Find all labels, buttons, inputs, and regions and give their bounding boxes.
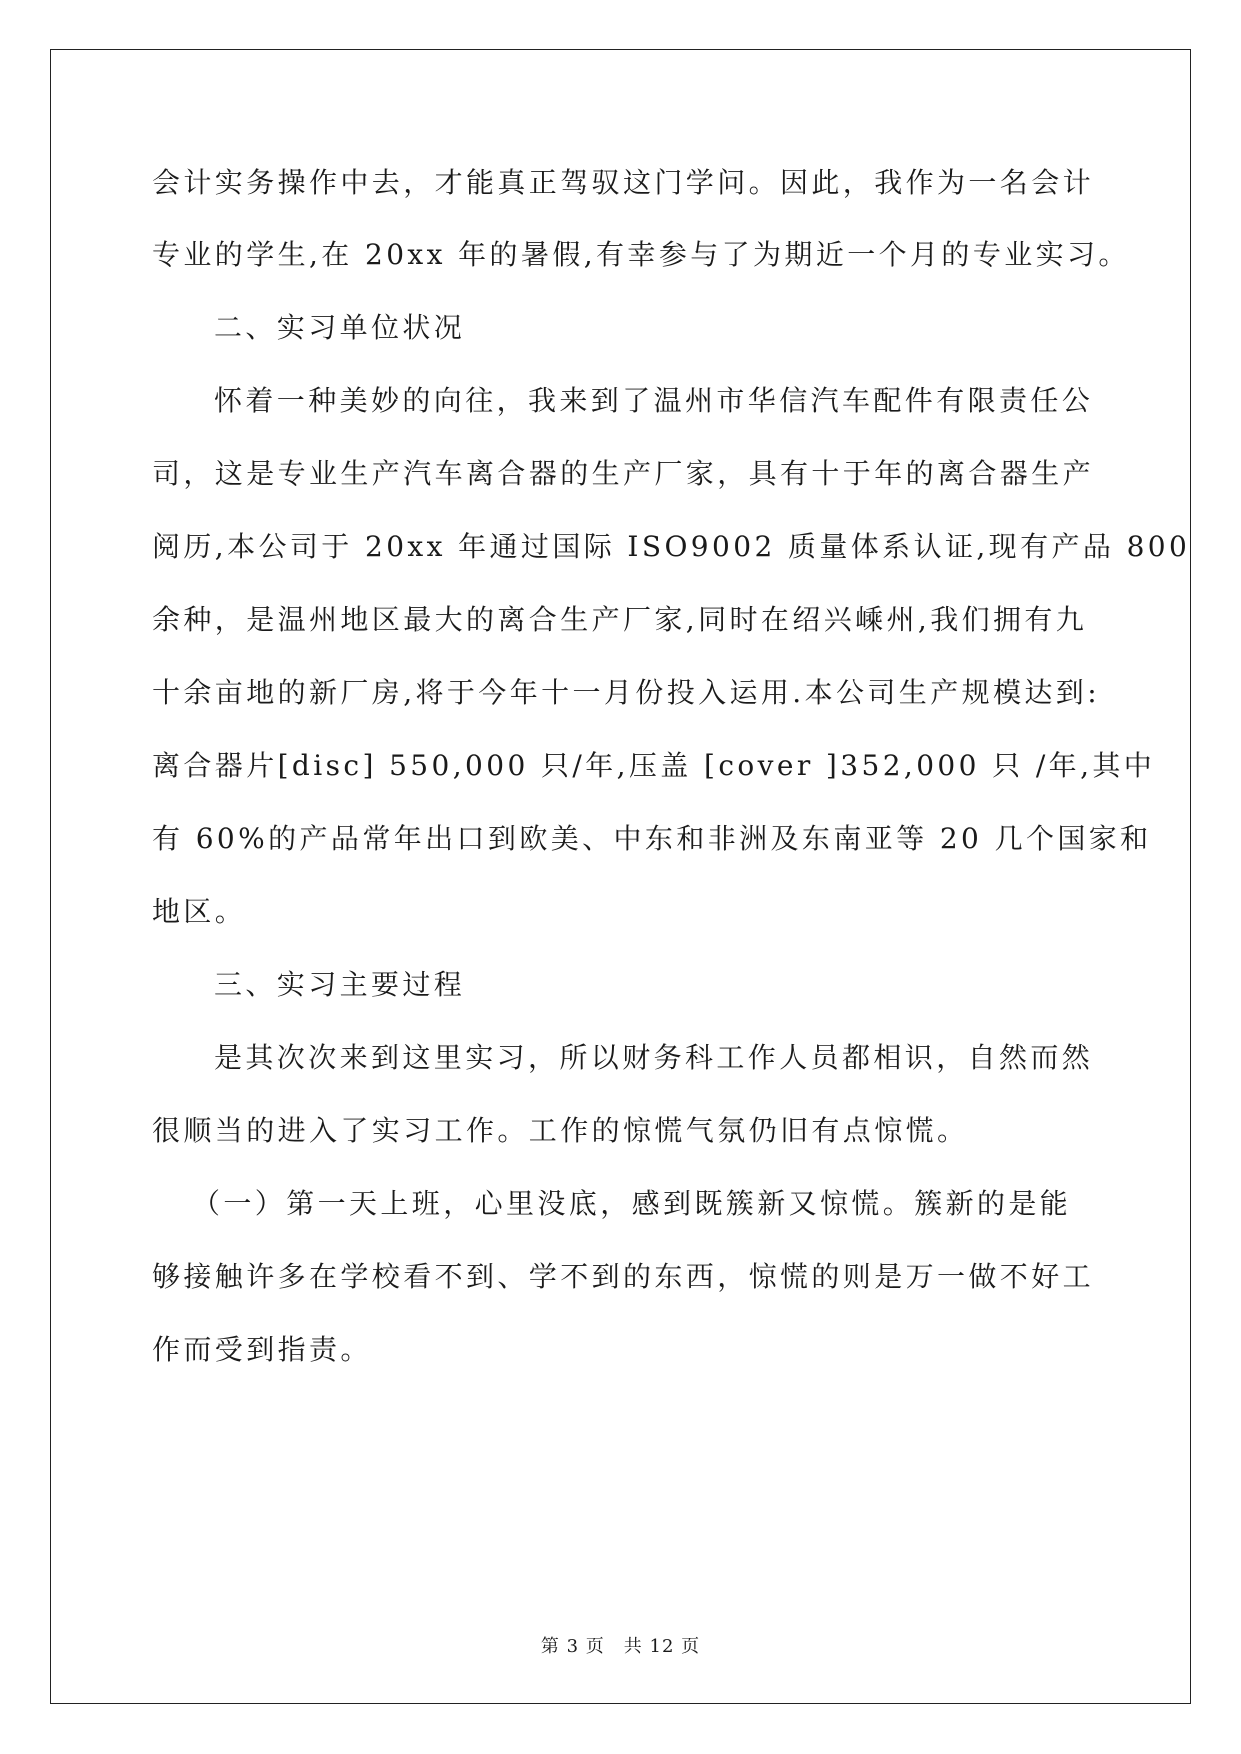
text-line: 阅历,本公司于 20xx 年通过国际 ISO9002 质量体系认证,现有产品 800: [152, 530, 1191, 563]
text-line: 很顺当的进入了实习工作。工作的惊慌气氛仍旧有点惊慌。: [152, 1114, 969, 1147]
text-line: 离合器片[disc] 550,000 只/年,压盖 [cover ]352,000 只 /年,其中: [152, 749, 1156, 782]
section-heading: 二、实习单位状况: [214, 311, 466, 344]
page-border: [50, 49, 1191, 1704]
page-number-footer: 第 3 页 共 12 页: [540, 1636, 701, 1657]
section-heading: 三、实习主要过程: [214, 968, 466, 1001]
text-line: 有 60%的产品常年出口到欧美、中东和非洲及东南亚等 20 几个国家和: [152, 822, 1152, 855]
text-line: 够接触许多在学校看不到、学不到的东西，惊慌的则是万一做不好工: [152, 1260, 1095, 1293]
text-line: 专业的学生,在 20xx 年的暑假,有幸参与了为期近一个月的专业实习。: [152, 238, 1130, 271]
text-line: 余种，是温州地区最大的离合生产厂家,同时在绍兴嵊州,我们拥有九: [152, 603, 1088, 636]
text-line: 十余亩地的新厂房,将于今年十一月份投入运用.本公司生产规模达到:: [152, 676, 1101, 709]
text-line: 作而受到指责。: [152, 1333, 372, 1366]
text-line: 怀着一种美妙的向往，我来到了温州市华信汽车配件有限责任公: [214, 384, 1094, 417]
text-line: （一）第一天上班，心里没底，感到既簇新又惊慌。簇新的是能: [192, 1187, 1072, 1220]
text-line: 地区。: [152, 895, 247, 928]
text-line: 司，这是专业生产汽车离合器的生产厂家，具有十于年的离合器生产: [152, 457, 1095, 490]
text-line: 是其次次来到这里实习，所以财务科工作人员都相识，自然而然: [214, 1041, 1094, 1074]
text-line: 会计实务操作中去，才能真正驾驭这门学问。因此，我作为一名会计: [152, 166, 1095, 199]
